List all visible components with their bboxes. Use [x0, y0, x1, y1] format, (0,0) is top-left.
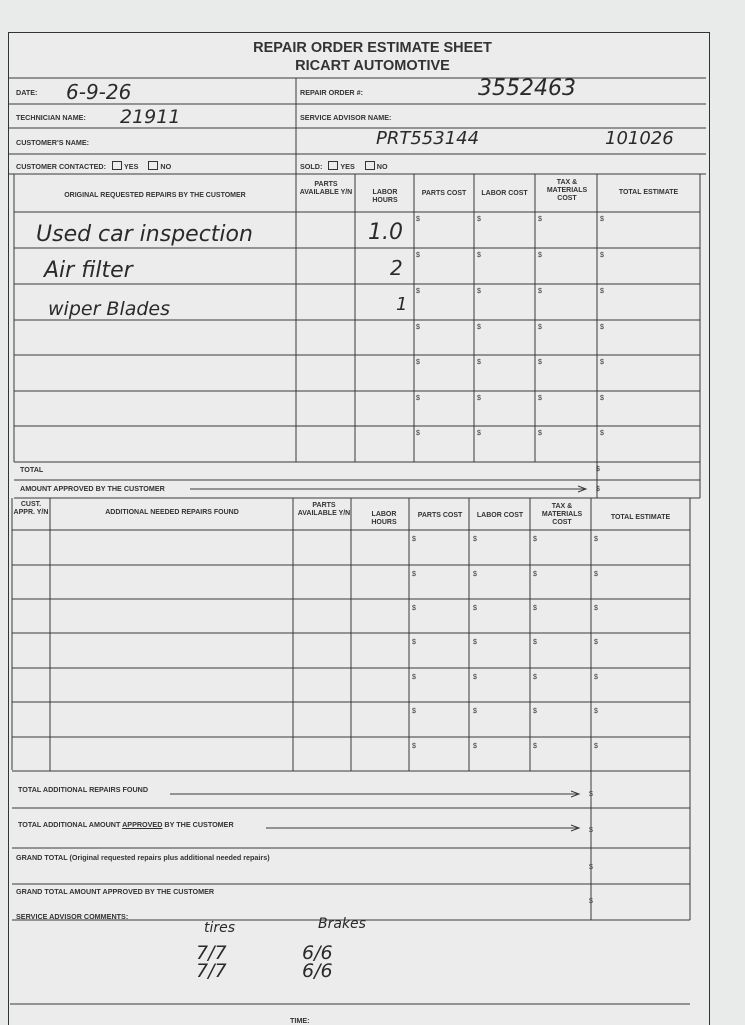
- repair-hours-1[interactable]: 1.0: [368, 220, 403, 245]
- repair-order-value[interactable]: 3552463: [478, 76, 576, 101]
- date-value[interactable]: 6-9-26: [66, 80, 132, 104]
- col-tax-materials: TAX & MATERIALS COST: [546, 179, 588, 202]
- col2-parts-cost: PARTS COST: [417, 512, 463, 519]
- col2-labor-cost: LABOR COST: [476, 512, 524, 519]
- additional-approved-dollar: $: [589, 827, 593, 834]
- repair-hours-2[interactable]: 2: [390, 256, 403, 280]
- col-additional-repairs: ADDITIONAL NEEDED REPAIRS FOUND: [105, 509, 239, 516]
- repair-desc-2[interactable]: Air filter: [44, 258, 133, 283]
- sold-no-checkbox[interactable]: [365, 161, 375, 170]
- customer-value-2[interactable]: 101026: [605, 128, 674, 149]
- cost-cell-t2[interactable]: $: [594, 708, 598, 715]
- cost-cell-t2[interactable]: $: [533, 536, 537, 543]
- comment-tires[interactable]: tires: [204, 920, 236, 936]
- additional-found-label: TOTAL ADDITIONAL REPAIRS FOUND: [18, 785, 149, 794]
- technician-value[interactable]: 21911: [120, 106, 181, 128]
- cost-cell-t2[interactable]: $: [594, 743, 598, 750]
- cost-cell-t1[interactable]: $: [477, 430, 481, 437]
- cost-cell-t1[interactable]: $: [600, 359, 604, 366]
- cost-cell-t1[interactable]: $: [416, 288, 420, 295]
- col2-labor-hours: LABOR HOURS: [371, 511, 397, 526]
- comment-brakes-fraction-2: 6/6: [302, 960, 333, 982]
- col-parts-cost: PARTS COST: [421, 190, 467, 197]
- technician-label: TECHNICIAN NAME:: [16, 113, 86, 122]
- cost-cell-t2[interactable]: $: [533, 639, 537, 646]
- repair-desc-3[interactable]: wiper Blades: [48, 298, 171, 320]
- cost-cell-t2[interactable]: $: [473, 571, 477, 578]
- cost-cell-t1[interactable]: $: [600, 288, 604, 295]
- cost-cell-t2[interactable]: $: [412, 571, 416, 578]
- cost-cell-t2[interactable]: $: [473, 674, 477, 681]
- grand-approved-dollar: $: [589, 898, 593, 905]
- sold-yes-checkbox[interactable]: [328, 161, 338, 170]
- cost-cell-t1[interactable]: $: [416, 359, 420, 366]
- cost-cell-t2[interactable]: $: [533, 743, 537, 750]
- cost-cell-t2[interactable]: $: [473, 536, 477, 543]
- cost-cell-t1[interactable]: $: [600, 252, 604, 259]
- cost-cell-t2[interactable]: $: [594, 605, 598, 612]
- cost-cell-t1[interactable]: $: [600, 324, 604, 331]
- cost-cell-t1[interactable]: $: [416, 252, 420, 259]
- comment-tires-value[interactable]: [196, 944, 227, 980]
- form-subtitle: RICART AUTOMOTIVE: [295, 58, 450, 74]
- col-cust-approved: CUST. APPR. Y/N: [13, 501, 49, 516]
- cost-cell-t1[interactable]: $: [600, 216, 604, 223]
- grand-approved-label: GRAND TOTAL AMOUNT APPROVED BY THE CUSTOMER: [16, 887, 215, 896]
- cost-cell-t1[interactable]: $: [477, 359, 481, 366]
- comment-brakes-value[interactable]: [302, 944, 333, 980]
- cost-cell-t2[interactable]: $: [533, 605, 537, 612]
- additional-approved-suffix: BY THE CUSTOMER: [162, 820, 234, 829]
- cost-cell-t2[interactable]: $: [412, 708, 416, 715]
- cost-cell-t2[interactable]: $: [594, 674, 598, 681]
- repair-hours-3[interactable]: 1: [396, 294, 408, 315]
- amount-approved-label: AMOUNT APPROVED BY THE CUSTOMER: [20, 484, 165, 493]
- customer-value[interactable]: PRT553144: [376, 128, 480, 149]
- cost-cell-t2[interactable]: $: [473, 605, 477, 612]
- cost-cell-t1[interactable]: $: [477, 288, 481, 295]
- repair-order-label: REPAIR ORDER #:: [300, 88, 363, 97]
- cost-cell-t1[interactable]: $: [477, 395, 481, 402]
- cost-cell-t1[interactable]: $: [538, 359, 542, 366]
- additional-approved-underlined: APPROVED: [122, 820, 163, 829]
- cost-cell-t1[interactable]: $: [416, 395, 420, 402]
- col-total-estimate: TOTAL ESTIMATE: [618, 189, 679, 196]
- cost-cell-t1[interactable]: $: [477, 216, 481, 223]
- cost-cell-t1[interactable]: $: [600, 430, 604, 437]
- form-title: REPAIR ORDER ESTIMATE SHEET: [253, 40, 492, 56]
- customer-label: CUSTOMER'S NAME:: [16, 138, 90, 147]
- cost-cell-t1[interactable]: $: [600, 395, 604, 402]
- cost-cell-t1[interactable]: $: [416, 324, 420, 331]
- cost-cell-t2[interactable]: $: [594, 639, 598, 646]
- grand-total-label: GRAND TOTAL (Original requested repairs plus additional needed repairs): [16, 853, 270, 862]
- cost-cell-t2[interactable]: $: [473, 708, 477, 715]
- col2-parts-available: PARTS AVAILABLE Y/N: [297, 502, 351, 517]
- cost-cell-t2[interactable]: $: [473, 743, 477, 750]
- cost-cell-t2[interactable]: $: [412, 605, 416, 612]
- cost-cell-t2[interactable]: $: [412, 639, 416, 646]
- comment-brakes[interactable]: Brakes: [318, 916, 366, 932]
- cost-cell-t2[interactable]: $: [412, 743, 416, 750]
- repair-desc-1[interactable]: Used car inspection: [36, 222, 253, 247]
- additional-approved-prefix: TOTAL ADDITIONAL AMOUNT: [18, 820, 123, 829]
- cost-cell-t1[interactable]: $: [538, 288, 542, 295]
- total-dollar: $: [596, 466, 600, 473]
- cost-cell-t1[interactable]: $: [416, 430, 420, 437]
- sold-yes-label: YES: [340, 162, 355, 171]
- col-original-repairs: ORIGINAL REQUESTED REPAIRS BY THE CUSTOMER: [64, 192, 246, 199]
- cost-cell-t2[interactable]: $: [533, 708, 537, 715]
- col2-tax-materials: TAX & MATERIALS COST: [541, 503, 583, 526]
- time-label: TIME:: [290, 1016, 310, 1025]
- total-label: TOTAL: [20, 465, 44, 474]
- additional-approved-label: [18, 820, 234, 829]
- sold-no-label: NO: [376, 162, 388, 171]
- contacted-row: [16, 161, 171, 171]
- cost-cell-t2[interactable]: $: [533, 571, 537, 578]
- grand-total-dollar: $: [589, 864, 593, 871]
- cost-cell-t2[interactable]: $: [533, 674, 537, 681]
- sold-label: SOLD:: [300, 162, 323, 171]
- cost-cell-t1[interactable]: $: [477, 252, 481, 259]
- contacted-no-label: NO: [160, 162, 172, 171]
- approved-dollar: $: [596, 486, 600, 493]
- cost-cell-t1[interactable]: $: [538, 252, 542, 259]
- cost-cell-t2[interactable]: $: [473, 639, 477, 646]
- cost-cell-t1[interactable]: $: [416, 216, 420, 223]
- comments-label: SERVICE ADVISOR COMMENTS:: [16, 912, 129, 921]
- service-advisor-label: SERVICE ADVISOR NAME:: [300, 113, 392, 122]
- cost-cell-t1[interactable]: $: [477, 324, 481, 331]
- cost-cell-t1[interactable]: $: [538, 324, 542, 331]
- col-parts-available: PARTS AVAILABLE Y/N: [299, 181, 353, 196]
- contacted-no-checkbox[interactable]: [148, 161, 158, 170]
- col2-total-estimate: TOTAL ESTIMATE: [610, 514, 671, 521]
- cost-cell-t2[interactable]: $: [594, 536, 598, 543]
- cost-cell-t2[interactable]: $: [412, 536, 416, 543]
- col-labor-cost: LABOR COST: [481, 190, 528, 197]
- comment-tires-fraction-2: 7/7: [196, 960, 227, 982]
- contacted-yes-checkbox[interactable]: [112, 161, 122, 170]
- cost-cell-t1[interactable]: $: [538, 216, 542, 223]
- cost-cell-t2[interactable]: $: [594, 571, 598, 578]
- cost-cell-t2[interactable]: $: [412, 674, 416, 681]
- contacted-yes-label: YES: [123, 162, 139, 171]
- cost-cell-t1[interactable]: $: [538, 395, 542, 402]
- additional-found-dollar: $: [589, 791, 593, 798]
- comment-brakes-fraction: 6/6: [302, 942, 333, 964]
- cost-cell-t1[interactable]: $: [538, 430, 542, 437]
- col-labor-hours: LABOR HOURS: [372, 189, 398, 204]
- date-label: DATE:: [16, 88, 38, 97]
- comment-tires-fraction: 7/7: [196, 942, 227, 964]
- sold-row: [300, 161, 388, 171]
- contacted-label: CUSTOMER CONTACTED:: [16, 162, 106, 171]
